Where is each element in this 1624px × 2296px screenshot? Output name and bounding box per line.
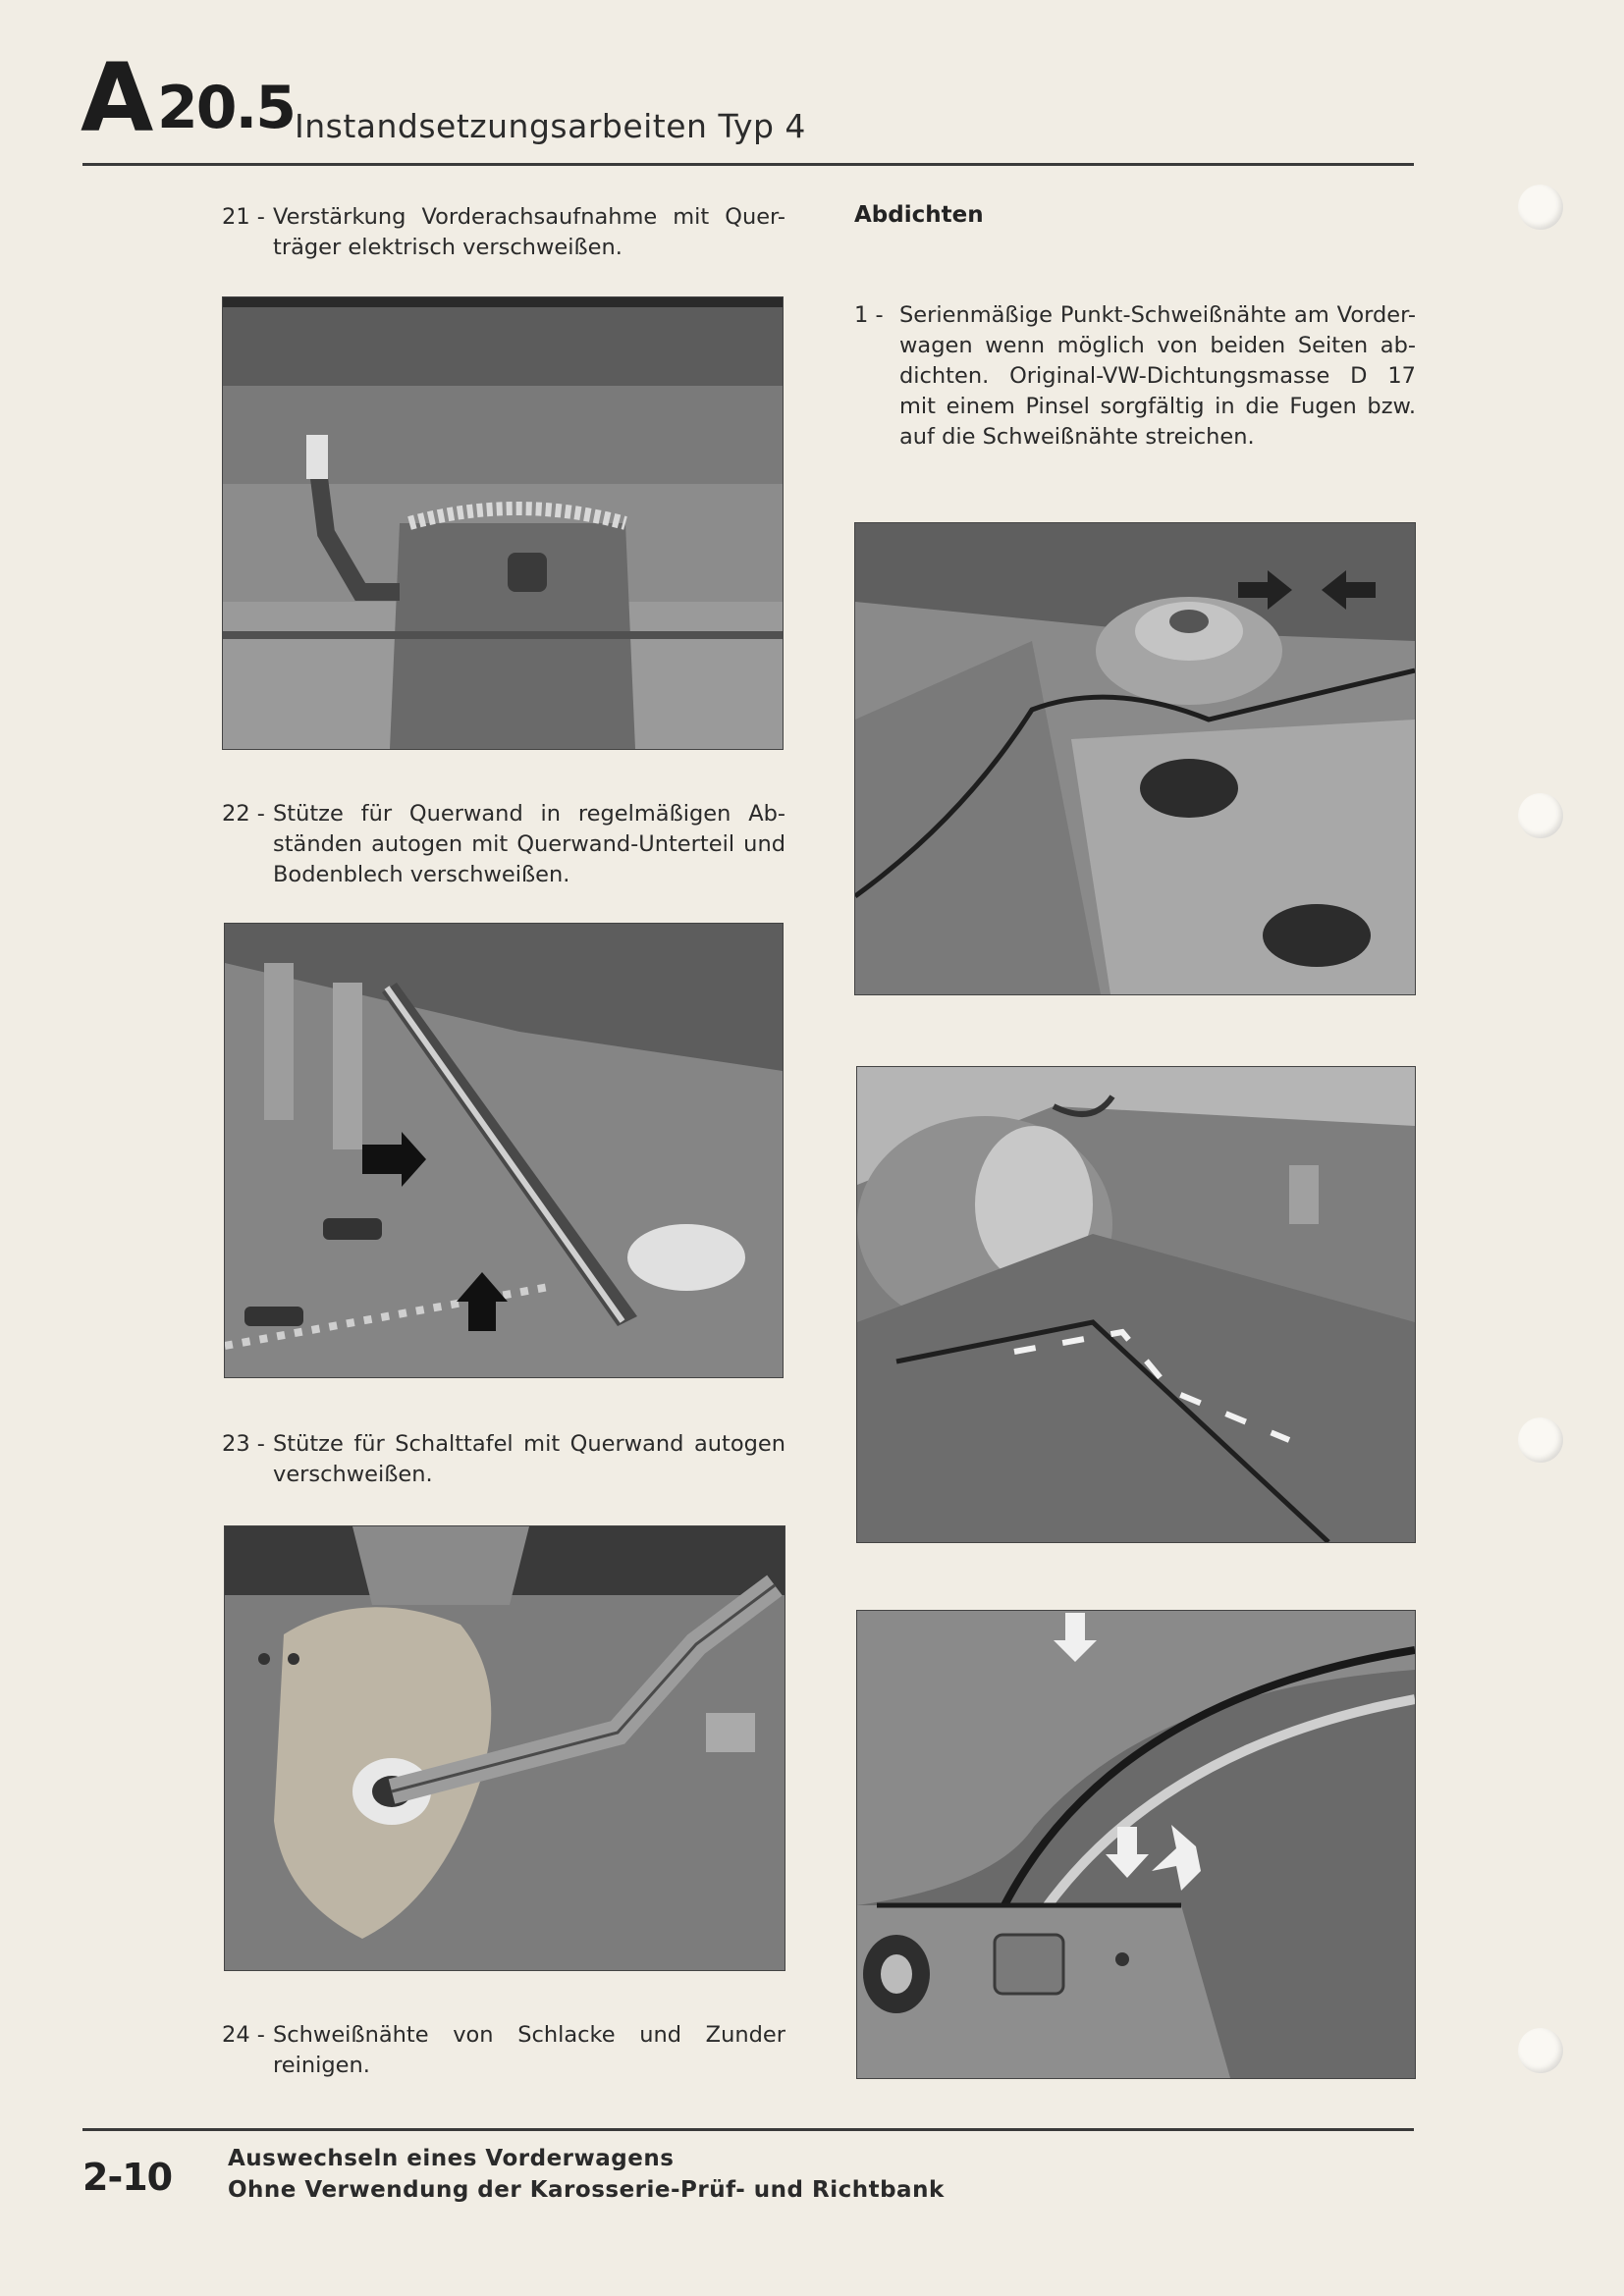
photo-wheel-arch xyxy=(856,1066,1416,1543)
footer-rule xyxy=(82,2128,1414,2131)
step-22-number: 22 - xyxy=(222,801,265,827)
photo-strut-tower xyxy=(854,522,1416,995)
footer-line-1: Auswechseln eines Vorderwagens xyxy=(228,2146,675,2171)
step-1-text: Serienmäßige Punkt-Schweißnähte am Vorder-wagen wenn möglich von beiden Seiten ab-dichten. Original-VW-Dichtungsmasse D 17 mit einem Pinsel sorgfältig in die Fugen bzw. auf die Schweißnähte streichen. xyxy=(899,302,1416,450)
footer-line-2: Ohne Verwendung der Karosserie-Prüf- und Richtbank xyxy=(228,2177,945,2203)
step-23 xyxy=(222,1429,785,1490)
section-letter: A xyxy=(81,43,150,153)
step-24 xyxy=(222,2020,785,2081)
step-1 xyxy=(854,300,1416,453)
step-21-number: 21 - xyxy=(222,204,265,230)
step-23-text: Stütze für Schalttafel mit Querwand autogen verschweißen. xyxy=(273,1431,785,1487)
step-22-text: Stütze für Querwand in regelmäßigen Ab-ständen autogen mit Querwand-Unterteil und Bodenblech verschweißen. xyxy=(273,801,785,887)
photo-fender-seam xyxy=(856,1610,1416,2079)
step-23-number: 23 - xyxy=(222,1431,265,1457)
photo-crossmember-weld xyxy=(222,296,784,750)
step-22 xyxy=(222,799,785,890)
page-title: Instandsetzungsarbeiten Typ 4 xyxy=(295,107,806,145)
punch-hole xyxy=(1518,1417,1563,1463)
page-number: 2-10 xyxy=(82,2156,173,2199)
step-21-text: Verstärkung Vorderachsaufnahme mit Quer-träger elektrisch verschweißen. xyxy=(273,204,785,260)
punch-hole xyxy=(1518,185,1563,230)
section-number: 20.5 xyxy=(157,74,296,142)
section-heading: Abdichten xyxy=(854,202,984,228)
header-rule xyxy=(82,163,1414,166)
step-24-number: 24 - xyxy=(222,2022,265,2048)
punch-hole xyxy=(1518,2028,1563,2073)
photo-dashboard-support xyxy=(224,1525,785,1971)
step-21 xyxy=(222,202,785,263)
step-1-number: 1 - xyxy=(854,302,884,328)
step-24-text: Schweißnähte von Schlacke und Zunder reinigen. xyxy=(273,2022,785,2078)
photo-partition-support xyxy=(224,923,784,1378)
punch-hole xyxy=(1518,793,1563,838)
